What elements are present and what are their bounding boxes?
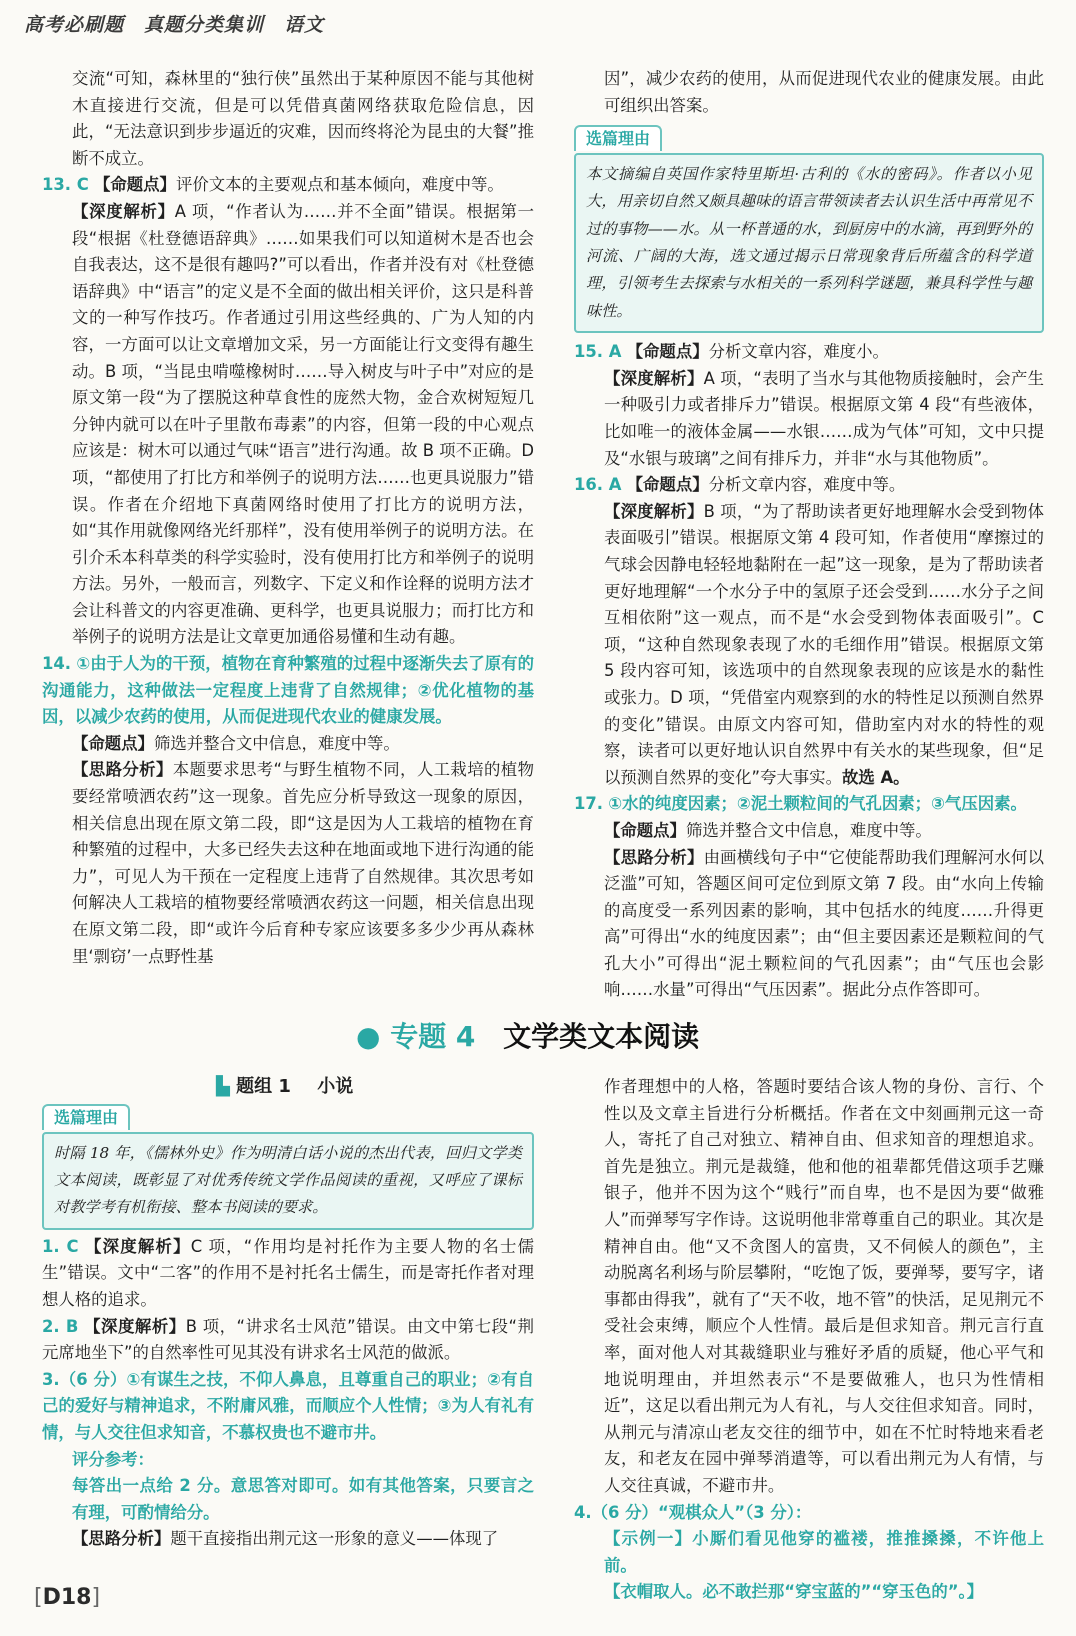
section-title	[356, 1017, 699, 1057]
q1	[42, 1234, 534, 1314]
q17-text1: 筛选并整合文中信息，难度中等。	[685, 820, 932, 840]
q13-text1: 评价文本的主要观点和基本倾向，难度中等。	[175, 175, 504, 195]
q15-header	[574, 339, 1044, 366]
q4-header	[574, 1500, 1044, 1527]
q4-number: 4.	[574, 1502, 592, 1522]
q17-text2: 由画横线句子中“它使能帮助我们理解河水何以泛滥”可知，答题区间可定位到原文第 7 段。由“水向上传输的高度受一系列因素的影响，其中包括水的纯度……升得更高”可得出“水的纯度因素”；由“但主要因素还是颗粒间的气孔大小”可得出“泥土颗粒间的气孔因素”；由“气压也会影响……水量”可得出“气压因素”。据此分点作答即可。	[604, 847, 1044, 1000]
q15-number: 15. A	[574, 342, 622, 362]
q16-text2: B 项，“为了帮助读者更好地理解水会受到物体表面吸引”错误。根据原文第 4 段可知，作者使用“摩擦过的气球会因静电轻轻地黏附在一起”这一现象，是为了帮助读者更好地理解“一个水分子中的氢原子还会受到……水分子之间互相依附”这一观点，而不是“水会受到物体表面吸引”。C 项，“这种自然现象表现了水的毛细作用”错误。根据原文第 5 段内容可知，该选项中的自然现象表现的应该是水的黏性或张力。D 项，“凭借室内观察到的水的特性足以预测自然界的变化”错误。由原文内容可知，借助室内对水的特性的观察，读者可以更好地认识自然界中有关水的某些现象，但“足以预测自然界的变化”夸大事实。	[604, 501, 1044, 787]
q3-tag: 【思路分析】	[72, 1529, 171, 1549]
intro-paragraph: 交流“可知，森林里的“独行侠”虽然出于某种原因不能与其他树木直接进行交流，但是可以凭借真菌网络获取危险信息，因此，“无法意识到步步逼近的灾难，因而终将沦为昆虫的大餐”推断不成立。	[72, 69, 534, 168]
q3-text: 题干直接指出荆元这一形象的意义——体现了	[170, 1529, 499, 1549]
q17-number: 17.	[574, 794, 604, 814]
q3-rubric: 每答出一点给 2 分。意思答对即可。如有其他答案，只要言之有理，可酌情给分。	[72, 1476, 534, 1522]
q14-analysis	[42, 757, 534, 970]
q14-text1: 筛选并整合文中信息，难度中等。	[153, 733, 400, 753]
q3-analysis	[42, 1526, 534, 1553]
q15-text1: 分析文章内容，难度小。	[708, 342, 889, 362]
q13-header	[42, 172, 534, 199]
q17-point	[574, 818, 1044, 845]
q4-example1	[574, 1526, 1044, 1579]
q16-tag1: 【命题点】	[626, 475, 709, 495]
reason-label-water: 选篇理由	[574, 125, 662, 151]
left-bracket-icon: [	[34, 1585, 43, 1610]
q14-text2: 本题要求思考“与野生植物不同，人工栽培的植物要经常喷洒农药”这一现象。首先应分析导致这一现象的原因，相关信息出现在原文第二段，即“这是因为人工栽培的植物在育种繁殖的过程中，大多已经失去这种在地面或地下进行沟通的能力”，可见人为干预在一定程度上违背了自然规律。其次思考如何解决人工栽培的植物要经常喷洒农药这一问题，相关信息出现在原文第二段，即“或许今后育种专家应该要多多少少再从森林里‘剽窃’一点野性基	[72, 760, 534, 966]
reason-text-water: 本文摘编自英国作家特里斯坦·古利的《水的密码》。作者以小见大，用亲切自然又颇具趣味的语言带领读者去认识生活中再常见不过的事物——水。从一杯普通的水，到厨房中的水滴，再到野外的河流、广阔的大海，选文通过揭示日常现象背后所蕴含的科学道理，引领考生去探索与水相关的一系列科学谜题，兼具科学性与趣味性。	[574, 153, 1044, 333]
q4-ex1-text: 小厮们看见他穿的褴褛，推推搡搡，不许他上前。	[604, 1529, 1045, 1575]
q14-tag1: 【命题点】	[72, 733, 154, 753]
q1-tag: 【深度解析】	[85, 1236, 191, 1256]
reason-block-novel	[42, 1104, 534, 1230]
q16-analysis	[574, 499, 1044, 792]
reason-text-novel: 时隔 18 年，《儒林外史》作为明清白话小说的杰出代表，回归文学类文本阅读，既彰显了对优秀传统文学作品阅读的重视，又呼应了课标对教学考有机衔接、整本书阅读的要求。	[42, 1132, 534, 1230]
right-column-bottom	[574, 1074, 1044, 1606]
reason-block-water	[574, 125, 1044, 333]
q16-number: 16. A	[574, 475, 622, 495]
group-title	[216, 1073, 353, 1101]
q13-tag2: 【深度解析】	[72, 201, 175, 221]
q14-answer-text: ①由于人为的干预，植物在育种繁殖的过程中逐渐失去了原有的沟通能力，这种做法一定程度上违背了自然规律；②优化植物的基因，以减少农药的使用，从而促进现代农业的健康发展。	[42, 654, 534, 727]
group-heading: 小说	[317, 1076, 354, 1097]
q1-number: 1. C	[42, 1236, 79, 1256]
q15-analysis	[574, 366, 1044, 472]
q3-answer	[42, 1367, 534, 1447]
location-pin-icon: ●	[356, 1020, 381, 1053]
section-heading: 文学类文本阅读	[503, 1020, 700, 1053]
q3-rubric-title: 评分参考：	[72, 1449, 154, 1469]
q17-answer-text: ①水的纯度因素；②泥土颗粒间的气孔因素；③气压因素。	[608, 794, 1027, 814]
q2-tag: 【深度解析】	[84, 1316, 186, 1336]
q15-tag1: 【命题点】	[626, 342, 709, 362]
q2	[42, 1314, 534, 1367]
q13-text2: A 项，“作者认为……并不全面”错误。根据第一段“根据《杜登德语辞典》……如果我们可以知道树木是否也会自我表达，这不是很有趣吗?”可以看出，作者并没有对《杜登德语辞典》中“语言”的定义是不全面的做出相关评价，这只是科普文的一种写作技巧。作者通过引用这些经典的、广为人知的内容，一方面可以让文章增加文采，另一方面能让行文变得有趣生动。B 项，“当昆虫啃噬橡树时……导入树皮与叶子中”对应的是原文第一段“为了摆脱这种草食性的庞然大物，金合欢树短短几分钟内就可以在叶子里散布毒素”的内容，但第一段的中心观点应该是：树木可以通过气味“语言”进行沟通。故 B 项不正确。D 项，“都使用了打比方和举例子的说明方法……也更具说服力”错误。作者在介绍地下真菌网络时使用了打比方的说明方法，如“其作用就像网络光纤那样”，没有使用举例子的说明方法。在引介禾本科草类的科学实验时，没有使用打比方和举例子的说明方法。另外，一般而言，列数字、下定义和作诠释的说明方法才会让科普文的内容更准确、更科学，也更具说服力；而打比方和举例子的说明方法是让文章更加通俗易懂和生动有趣。	[72, 201, 535, 647]
q3-analysis-continued: 作者理想中的人格，答题时要结合该人物的身份、言行、个性以及文章主旨进行分析概括。作者在文中刻画荆元这一奇人，寄托了自己对独立、精神自由、但求知音的理想追求。首先是独立。荆元是裁缝，他和他的祖辈都凭借这项手艺赚银子，他并不因为这个“贱行”而自卑，也不是因为要“做雅人”而弹琴写字作诗。这说明他非常尊重自己的职业。其次是精神自由。他“又不贪图人的富贵，又不伺候人的颜色”，主动脱离名利场与阶层攀附，“吃饱了饭，要弹琴，要写字，诸事都由得我”，就有了“天不收，地不管”的快活，足见荆元不受社会束缚，顺应个人性情。最后是但求知音。荆元言行直率，面对他人对其裁缝职业与雅好矛盾的质疑，他心平气和地说明理由，并坦然表示“不是要做雅人，也只为性情相近”，这足以看出荆元为人有礼，与人交往但求知音。同时，从荆元与清凉山老友交往的细节中，如在不忙时特地来看老友，和老友在园中弹琴消遣等，可以看出荆元为人有情，与人交往真诚，不避市井。	[604, 1077, 1044, 1495]
page-header: 高考必刷题 真题分类集训 语文	[24, 14, 325, 36]
q4-score: （6 分）	[591, 1502, 658, 1522]
q17-tag2: 【思路分析】	[604, 847, 704, 867]
q14-number: 14.	[42, 654, 72, 674]
q3-score: （6 分）	[59, 1369, 127, 1389]
q4-ex1-label: 【示例一】	[604, 1529, 693, 1549]
q16-conclusion: 故选 A。	[841, 767, 910, 787]
q13-tag1: 【命题点】	[94, 175, 176, 195]
q14-answer	[42, 651, 534, 731]
q16-header	[574, 472, 1044, 499]
group-label: 题组 1	[236, 1076, 291, 1097]
page-number	[34, 1585, 100, 1612]
q13-number: 13. C	[42, 175, 89, 195]
q4-example2: 【衣帽取人。必不敢拦那“穿宝蓝的”“穿玉色的”。】	[604, 1582, 984, 1602]
q16-text1: 分析文章内容，难度中等。	[708, 475, 906, 495]
reason-label-novel: 选篇理由	[42, 1104, 130, 1130]
left-column-bottom	[42, 1104, 534, 1553]
q17-tag1: 【命题点】	[604, 820, 686, 840]
q15-text2: A 项，“表明了当水与其他物质接触时，会产生一种吸引力或者排斥力”错误。根据原文第 4 段“有些液体，比如唯一的液体金属——水银……成为气体”可知，文中只提及“水银与玻璃”之间有排斥力，并非“水与其他物质”。	[604, 368, 1044, 468]
q13-analysis	[42, 199, 534, 651]
q3-number: 3.	[42, 1369, 60, 1389]
section-label: 专题 4	[390, 1020, 476, 1053]
right-bracket-icon: ]	[91, 1585, 101, 1610]
q17-answer	[574, 791, 1044, 818]
page-number-text: D18	[42, 1585, 92, 1610]
q2-number: 2. B	[42, 1316, 79, 1336]
left-column-top	[42, 66, 534, 970]
bookmark-icon: ▙	[216, 1076, 230, 1097]
q14-point	[42, 731, 534, 758]
q14-continued: 因”，减少农药的使用，从而促进现代农业的健康发展。由此可组织出答案。	[604, 69, 1044, 115]
right-column-top	[574, 66, 1044, 1004]
q2-text: B 项，“讲求名士风范”错误。由文中第七段“荆元席地坐下”的自然率性可见其没有讲求名士风范的做派。	[42, 1316, 534, 1363]
q1-text: C 项，“作用均是衬托作为主要人物的名士儒生”错误。文中“二客”的作用不是衬托名士儒生，而是寄托作者对理想人格的追求。	[42, 1236, 534, 1309]
q17-analysis	[574, 845, 1044, 1005]
q4-head: “观棋众人”（3 分）：	[657, 1502, 812, 1522]
q3-answer-text: ①有谋生之技，不仰人鼻息，且尊重自己的职业；②有自己的爱好与精神追求，不附庸风雅，而顺应个人性情；③为人有礼有情，与人交往但求知音，不慕权贵也不避市井。	[42, 1369, 534, 1442]
q16-tag2: 【深度解析】	[604, 501, 704, 521]
q15-tag2: 【深度解析】	[604, 368, 704, 388]
q14-tag2: 【思路分析】	[72, 760, 173, 780]
